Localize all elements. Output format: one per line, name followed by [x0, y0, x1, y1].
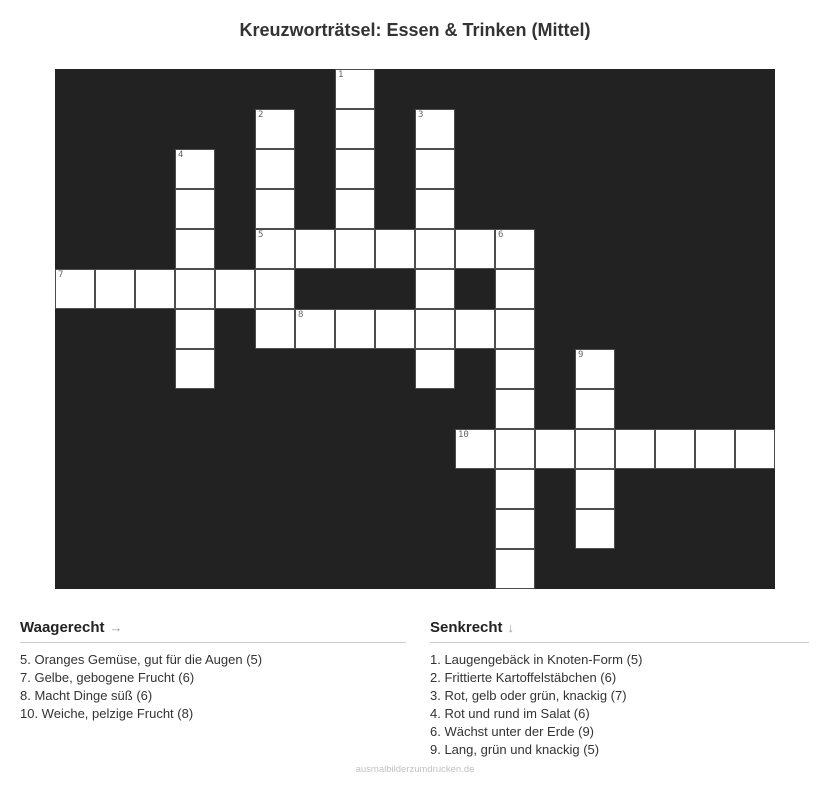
grid-cell-3 — [415, 109, 455, 149]
grid-cell — [495, 309, 535, 349]
grid-cell — [175, 189, 215, 229]
down-clue-item: 2. Frittierte Kartoffelstäbchen (6) — [430, 670, 617, 685]
grid-cell — [535, 429, 575, 469]
grid-cell — [655, 429, 695, 469]
grid-cell-7 — [55, 269, 95, 309]
grid-cell — [335, 229, 375, 269]
grid-cell — [575, 389, 615, 429]
cell-number: 4 — [178, 150, 184, 160]
across-heading — [20, 619, 406, 643]
grid-cell — [495, 349, 535, 389]
cell-number: 10 — [458, 430, 469, 440]
down-clue-item: 6. Wächst unter der Erde (9) — [430, 724, 595, 739]
grid-cell — [335, 189, 375, 229]
grid-cell — [95, 269, 135, 309]
down-heading-label: Senkrecht — [430, 619, 503, 636]
grid-cell — [415, 189, 455, 229]
grid-cell — [255, 269, 295, 309]
grid-cell — [495, 549, 535, 589]
footer-watermark: ausmalbilderzumdrucken.de — [355, 764, 475, 775]
grid-cell — [495, 509, 535, 549]
grid-cell — [175, 269, 215, 309]
grid-cell — [415, 229, 455, 269]
grid-cell — [735, 429, 775, 469]
grid-cell — [175, 309, 215, 349]
grid-cell-4 — [175, 149, 215, 189]
cell-number: 9 — [578, 350, 584, 360]
grid-cell — [175, 229, 215, 269]
down-clue-item: 4. Rot und rund im Salat (6) — [430, 706, 590, 721]
grid-cell-1 — [335, 69, 375, 109]
grid-cell — [255, 309, 295, 349]
grid-cell — [215, 269, 255, 309]
grid-cell — [575, 429, 615, 469]
grid-cell — [255, 149, 295, 189]
grid-cell-10 — [455, 429, 495, 469]
cell-number: 5 — [258, 230, 264, 240]
grid-cell — [415, 269, 455, 309]
grid-cell — [375, 309, 415, 349]
grid-cell-8 — [295, 309, 335, 349]
grid-cell — [615, 429, 655, 469]
grid-cell — [455, 229, 495, 269]
down-clue-item: 3. Rot, gelb oder grün, knackig (7) — [430, 688, 627, 703]
grid-cell — [575, 509, 615, 549]
grid-cell — [495, 389, 535, 429]
grid-cell — [415, 349, 455, 389]
down-section — [430, 619, 809, 759]
cell-number: 6 — [498, 230, 504, 240]
down-clue-list — [430, 651, 809, 759]
across-clue-item: 10. Weiche, pelzige Frucht (8) — [20, 706, 194, 721]
grid-cell-2 — [255, 109, 295, 149]
page-title: Kreuzworträtsel: Essen & Trinken (Mittel) — [239, 20, 591, 40]
grid-cell-9 — [575, 349, 615, 389]
grid-cell — [695, 429, 735, 469]
down-clue-item: 1. Laugengebäck in Knoten-Form (5) — [430, 652, 643, 667]
down-heading — [430, 619, 809, 643]
grid-cell — [455, 309, 495, 349]
across-clue-list — [20, 651, 406, 723]
grid-cell — [575, 469, 615, 509]
across-clue-item: 7. Gelbe, gebogene Frucht (6) — [20, 670, 195, 685]
grid-cell — [255, 189, 295, 229]
grid-cell-6 — [495, 229, 535, 269]
grid-cell — [495, 469, 535, 509]
right-arrow-icon: → — [109, 620, 123, 635]
cell-number: 7 — [58, 270, 64, 280]
grid-cell — [375, 229, 415, 269]
grid-cell — [135, 269, 175, 309]
across-clue-item: 5. Oranges Gemüse, gut für die Augen (5) — [20, 652, 263, 667]
grid-cell — [175, 349, 215, 389]
grid-cell — [295, 229, 335, 269]
grid-cell — [335, 149, 375, 189]
grid-cell — [415, 309, 455, 349]
grid-cell — [495, 269, 535, 309]
grid-cell — [335, 109, 375, 149]
cell-number: 1 — [338, 70, 344, 80]
down-clue-item: 9. Lang, grün und knackig (5) — [430, 742, 600, 757]
crossword-grid — [55, 69, 775, 589]
grid-cell — [495, 429, 535, 469]
grid-cell-5 — [255, 229, 295, 269]
cell-number: 8 — [298, 310, 304, 320]
across-clue-item: 8. Macht Dinge süß (6) — [20, 688, 153, 703]
across-heading-label: Waagerecht — [20, 619, 105, 636]
across-section — [20, 619, 406, 723]
cell-number: 2 — [258, 110, 264, 120]
cell-number: 3 — [418, 110, 424, 120]
down-arrow-icon: ↓ — [507, 620, 515, 635]
grid-cell — [415, 149, 455, 189]
grid-cell — [335, 309, 375, 349]
